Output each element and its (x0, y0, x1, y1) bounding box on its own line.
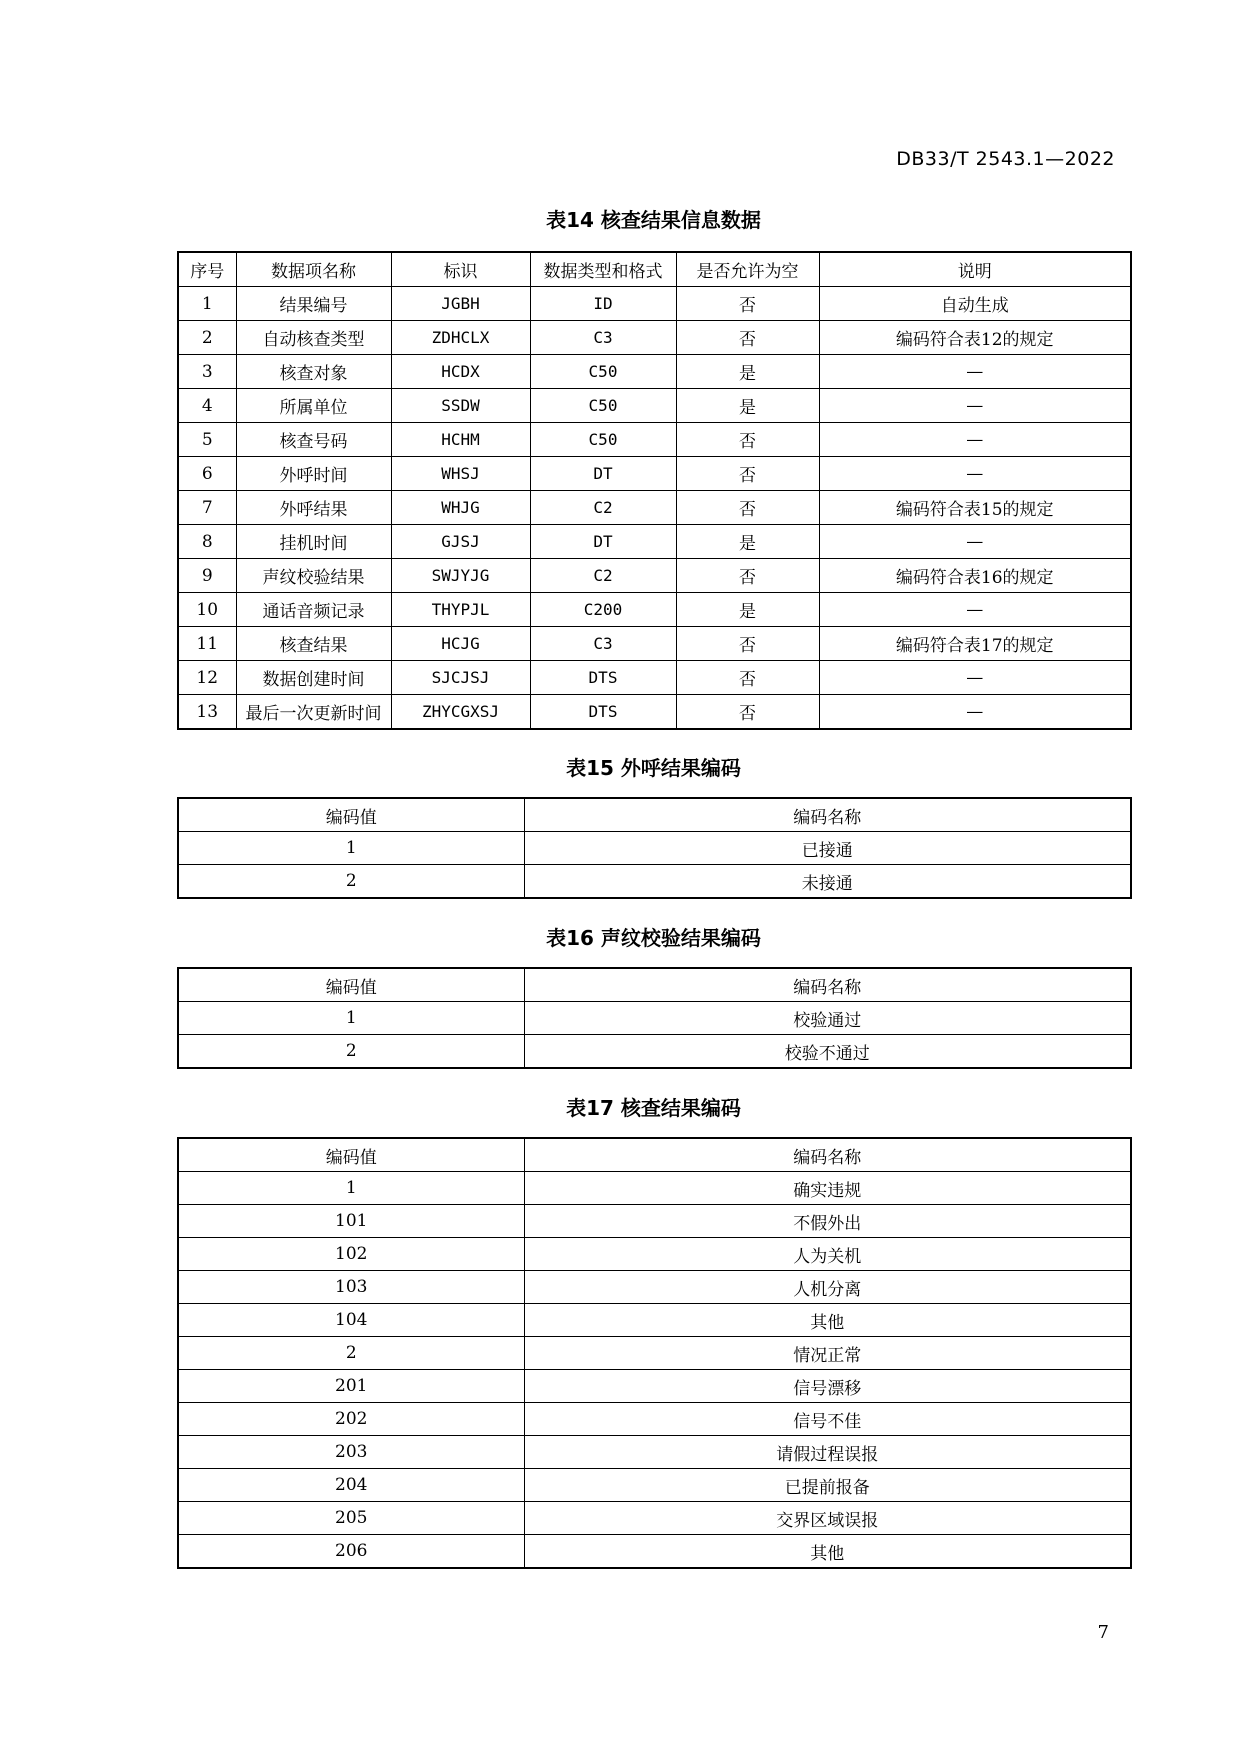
cell-code-value: 203 (178, 1436, 524, 1469)
table-row (178, 627, 1131, 661)
cell-index: 7 (178, 491, 236, 525)
table-row (178, 1172, 1131, 1205)
table-row (178, 559, 1131, 593)
cell-description: 自动生成 (819, 287, 1131, 321)
table-row (178, 1271, 1131, 1304)
table-row (178, 832, 1131, 865)
table15-body (178, 832, 1131, 899)
table-row (178, 423, 1131, 457)
cell-code-value: 2 (178, 865, 524, 899)
cell-nullable: 否 (676, 559, 819, 593)
cell-code-value: 102 (178, 1238, 524, 1271)
table-row (178, 1370, 1131, 1403)
cell-code-name: 已提前报备 (524, 1469, 1131, 1502)
cell-identifier: WHSJ (391, 457, 530, 491)
cell-nullable: 是 (676, 355, 819, 389)
cell-identifier: GJSJ (391, 525, 530, 559)
cell-code-value: 204 (178, 1469, 524, 1502)
cell-code-name: 情况正常 (524, 1337, 1131, 1370)
col-header-code-value: 编码值 (178, 798, 524, 832)
cell-nullable: 是 (676, 389, 819, 423)
table15 (177, 797, 1132, 899)
table-row (178, 491, 1131, 525)
cell-identifier: JGBH (391, 287, 530, 321)
col-header-identifier: 标识 (391, 252, 530, 287)
cell-item-name: 核查对象 (236, 355, 391, 389)
col-header-code-name: 编码名称 (524, 798, 1131, 832)
table-row (178, 1304, 1131, 1337)
table-row (178, 1535, 1131, 1569)
col-header-item-name: 数据项名称 (236, 252, 391, 287)
table14-header-row (178, 252, 1131, 287)
cell-description: 编码符合表17的规定 (819, 627, 1131, 661)
table-row (178, 457, 1131, 491)
cell-index: 8 (178, 525, 236, 559)
cell-item-name: 自动核查类型 (236, 321, 391, 355)
cell-data-type: DT (530, 525, 676, 559)
cell-code-name: 人机分离 (524, 1271, 1131, 1304)
cell-nullable: 否 (676, 321, 819, 355)
cell-nullable: 否 (676, 627, 819, 661)
cell-description: 编码符合表15的规定 (819, 491, 1131, 525)
cell-identifier: HCHM (391, 423, 530, 457)
table-row (178, 525, 1131, 559)
cell-identifier: SJCJSJ (391, 661, 530, 695)
cell-item-name: 数据创建时间 (236, 661, 391, 695)
cell-nullable: 否 (676, 457, 819, 491)
cell-nullable: 否 (676, 287, 819, 321)
cell-index: 6 (178, 457, 236, 491)
cell-index: 10 (178, 593, 236, 627)
cell-description: — (819, 661, 1131, 695)
cell-index: 3 (178, 355, 236, 389)
col-header-code-value: 编码值 (178, 1138, 524, 1172)
cell-data-type: C3 (530, 321, 676, 355)
page-number: 7 (1097, 1622, 1109, 1643)
cell-data-type: ID (530, 287, 676, 321)
col-header-nullable: 是否允许为空 (676, 252, 819, 287)
col-header-data-type: 数据类型和格式 (530, 252, 676, 287)
cell-code-value: 202 (178, 1403, 524, 1436)
cell-description: — (819, 695, 1131, 730)
cell-description: — (819, 593, 1131, 627)
table-row (178, 355, 1131, 389)
table17-caption: 表17 核查结果编码 (566, 1096, 741, 1120)
cell-index: 1 (178, 287, 236, 321)
table17 (177, 1137, 1132, 1569)
cell-code-value: 2 (178, 1337, 524, 1370)
table17-body (178, 1172, 1131, 1569)
table-row (178, 1002, 1131, 1035)
cell-code-name: 校验不通过 (524, 1035, 1131, 1069)
cell-identifier: SWJYJG (391, 559, 530, 593)
table16-caption: 表16 声纹校验结果编码 (546, 926, 761, 950)
table-row (178, 661, 1131, 695)
table16 (177, 967, 1132, 1069)
table-row (178, 1502, 1131, 1535)
table-row (178, 1205, 1131, 1238)
table15-header-row (178, 798, 1131, 832)
table-row (178, 1436, 1131, 1469)
cell-nullable: 否 (676, 695, 819, 730)
cell-code-name: 其他 (524, 1535, 1131, 1569)
table-row (178, 593, 1131, 627)
cell-description: 编码符合表16的规定 (819, 559, 1131, 593)
cell-code-value: 1 (178, 1172, 524, 1205)
cell-code-name: 校验通过 (524, 1002, 1131, 1035)
cell-identifier: HCJG (391, 627, 530, 661)
cell-code-value: 201 (178, 1370, 524, 1403)
col-header-code-name: 编码名称 (524, 1138, 1131, 1172)
cell-code-value: 104 (178, 1304, 524, 1337)
table-row (178, 287, 1131, 321)
cell-item-name: 外呼时间 (236, 457, 391, 491)
cell-item-name: 外呼结果 (236, 491, 391, 525)
cell-identifier: ZDHCLX (391, 321, 530, 355)
cell-data-type: C50 (530, 355, 676, 389)
cell-index: 4 (178, 389, 236, 423)
cell-code-value: 103 (178, 1271, 524, 1304)
cell-item-name: 结果编号 (236, 287, 391, 321)
cell-data-type: C50 (530, 389, 676, 423)
cell-code-name: 其他 (524, 1304, 1131, 1337)
cell-index: 5 (178, 423, 236, 457)
table17-header-row (178, 1138, 1131, 1172)
cell-data-type: C200 (530, 593, 676, 627)
cell-code-name: 确实违规 (524, 1172, 1131, 1205)
cell-item-name: 声纹校验结果 (236, 559, 391, 593)
cell-code-value: 205 (178, 1502, 524, 1535)
cell-code-name: 交界区域误报 (524, 1502, 1131, 1535)
cell-nullable: 否 (676, 661, 819, 695)
table16-body (178, 1002, 1131, 1069)
table-row (178, 1238, 1131, 1271)
cell-description: — (819, 389, 1131, 423)
cell-data-type: C2 (530, 559, 676, 593)
table14 (177, 251, 1132, 730)
cell-description: — (819, 525, 1131, 559)
cell-nullable: 是 (676, 525, 819, 559)
cell-item-name: 挂机时间 (236, 525, 391, 559)
cell-item-name: 所属单位 (236, 389, 391, 423)
cell-code-name: 请假过程误报 (524, 1436, 1131, 1469)
cell-item-name: 通话音频记录 (236, 593, 391, 627)
table15-caption: 表15 外呼结果编码 (566, 756, 741, 780)
cell-description: — (819, 457, 1131, 491)
cell-index: 12 (178, 661, 236, 695)
table-row (178, 321, 1131, 355)
cell-index: 9 (178, 559, 236, 593)
cell-data-type: DT (530, 457, 676, 491)
table-row (178, 1469, 1131, 1502)
cell-nullable: 否 (676, 491, 819, 525)
cell-description: — (819, 423, 1131, 457)
cell-nullable: 是 (676, 593, 819, 627)
table-row (178, 695, 1131, 730)
cell-identifier: THYPJL (391, 593, 530, 627)
document-id: DB33/T 2543.1—2022 (896, 148, 1115, 170)
table14-body (178, 287, 1131, 730)
col-header-code-value: 编码值 (178, 968, 524, 1002)
cell-description: 编码符合表12的规定 (819, 321, 1131, 355)
cell-index: 2 (178, 321, 236, 355)
cell-index: 13 (178, 695, 236, 730)
cell-code-value: 1 (178, 832, 524, 865)
table-row (178, 1337, 1131, 1370)
cell-code-name: 已接通 (524, 832, 1131, 865)
table-row (178, 1035, 1131, 1069)
table-row (178, 865, 1131, 899)
cell-identifier: HCDX (391, 355, 530, 389)
cell-nullable: 否 (676, 423, 819, 457)
cell-identifier: WHJG (391, 491, 530, 525)
cell-identifier: SSDW (391, 389, 530, 423)
cell-code-name: 信号漂移 (524, 1370, 1131, 1403)
cell-item-name: 最后一次更新时间 (236, 695, 391, 730)
cell-identifier: ZHYCGXSJ (391, 695, 530, 730)
cell-data-type: C3 (530, 627, 676, 661)
cell-description: — (819, 355, 1131, 389)
table-row (178, 1403, 1131, 1436)
col-header-index: 序号 (178, 252, 236, 287)
cell-index: 11 (178, 627, 236, 661)
table14-caption: 表14 核查结果信息数据 (546, 208, 761, 232)
cell-data-type: C50 (530, 423, 676, 457)
cell-code-value: 1 (178, 1002, 524, 1035)
cell-code-value: 206 (178, 1535, 524, 1569)
cell-data-type: C2 (530, 491, 676, 525)
cell-code-name: 信号不佳 (524, 1403, 1131, 1436)
cell-data-type: DTS (530, 695, 676, 730)
cell-data-type: DTS (530, 661, 676, 695)
cell-item-name: 核查号码 (236, 423, 391, 457)
cell-item-name: 核查结果 (236, 627, 391, 661)
cell-code-name: 人为关机 (524, 1238, 1131, 1271)
table16-header-row (178, 968, 1131, 1002)
cell-code-value: 101 (178, 1205, 524, 1238)
cell-code-name: 不假外出 (524, 1205, 1131, 1238)
table-row (178, 389, 1131, 423)
cell-code-name: 未接通 (524, 865, 1131, 899)
col-header-description: 说明 (819, 252, 1131, 287)
cell-code-value: 2 (178, 1035, 524, 1069)
col-header-code-name: 编码名称 (524, 968, 1131, 1002)
